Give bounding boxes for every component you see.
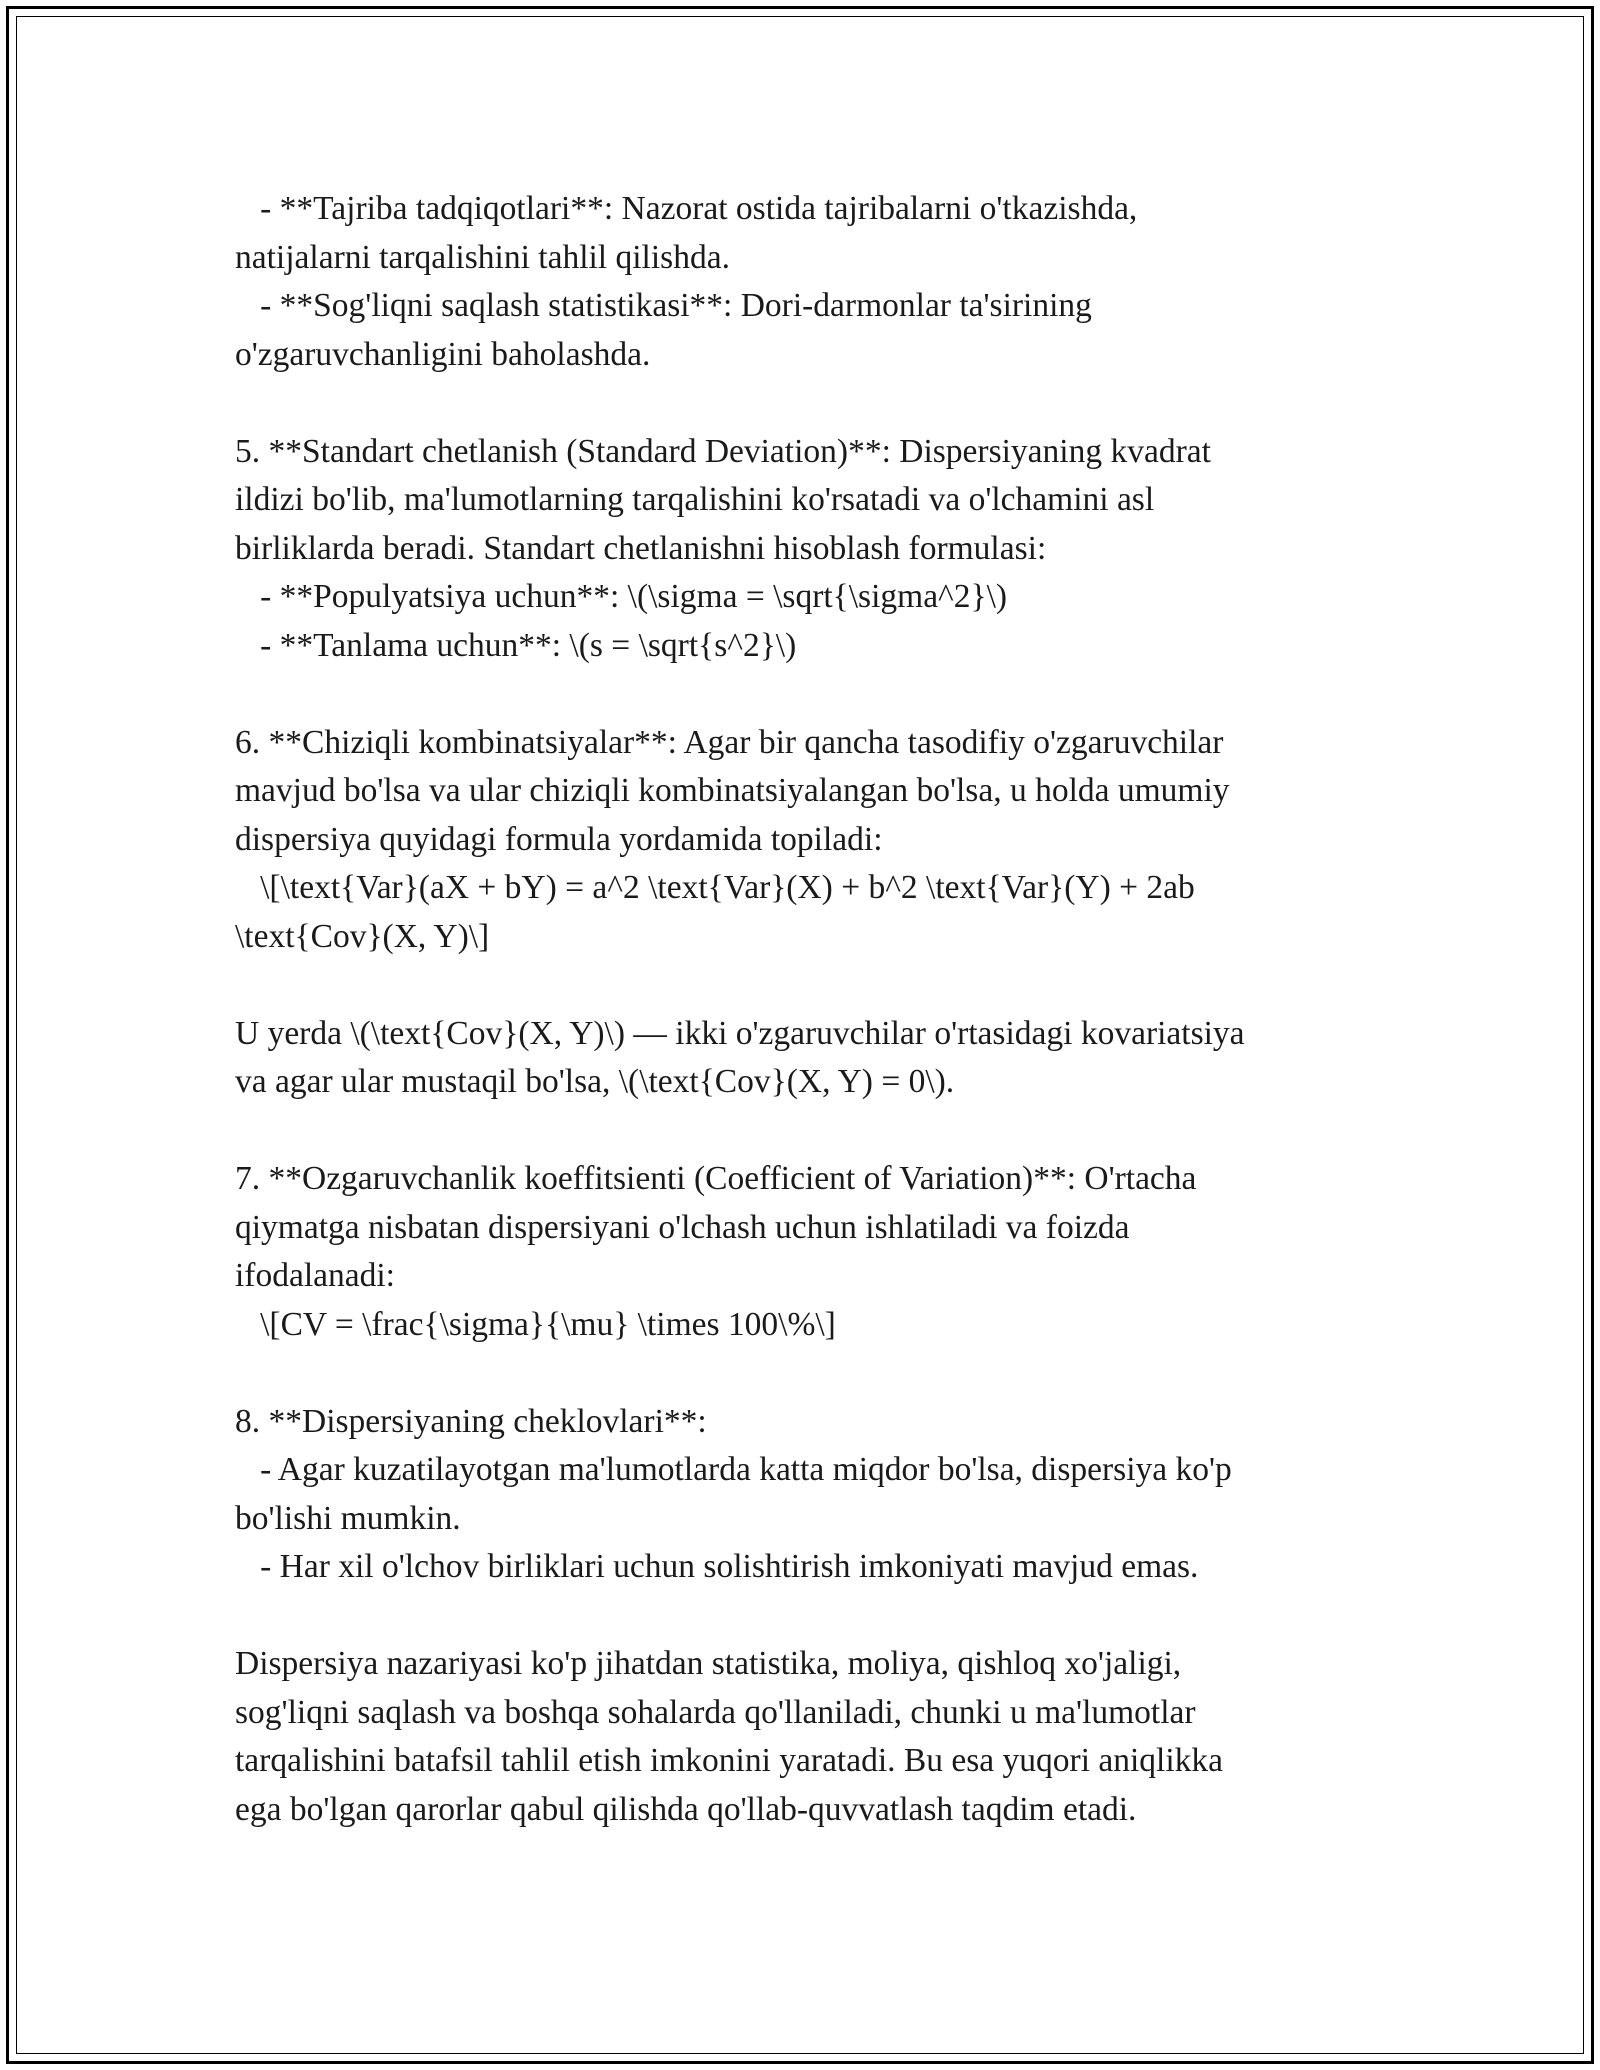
text-line: 6. **Chiziqli kombinatsiyalar**: Agar bir qancha tasodifiy o'zgaruvchilar bbox=[235, 723, 1224, 761]
text-line: U yerda \(\text{Cov}(X, Y)\) — ikki o'zgaruvchilar o'rtasidagi kovariatsiya bbox=[235, 1014, 1245, 1052]
text-line: - Har xil o'lchov birliklari uchun solishtirish imkoniyati mavjud emas. bbox=[235, 1548, 1199, 1585]
paragraph-gap bbox=[235, 961, 1365, 1010]
text-line: mavjud bo'lsa va ular chiziqli kombinatsiyalangan bo'lsa, u holda umumiy bbox=[235, 772, 1230, 809]
paragraph-gap bbox=[235, 670, 1365, 719]
text-line: ildizi bo'lib, ma'lumotlarning tarqalishini ko'rsatadi va o'lchamini asl bbox=[235, 481, 1155, 518]
text-line: \text{Cov}(X, Y)\] bbox=[235, 917, 490, 955]
text-line: ifodalanadi: bbox=[235, 1257, 395, 1294]
text-line: qiymatga nisbatan dispersiyani o'lchash uchun ishlatiladi va foizda bbox=[235, 1208, 1130, 1246]
text-line: - **Tanlama uchun**: \(s = \sqrt{s^2}\) bbox=[235, 626, 797, 664]
text-line: va agar ular mustaqil bo'lsa, \(\text{Cov}(X, Y) = 0\). bbox=[235, 1063, 955, 1100]
paragraph-gap bbox=[235, 1349, 1365, 1398]
text-line: 5. **Standart chetlanish (Standard Deviation)**: Dispersiyaning kvadrat bbox=[235, 432, 1211, 470]
text-line: - **Populyatsiya uchun**: \(\sigma = \sqrt{\sigma^2}\) bbox=[235, 578, 1008, 615]
document-body bbox=[235, 185, 1365, 1834]
text-line: sog'liqni saqlash va boshqa sohalarda qo'llaniladi, chunki u ma'lumotlar bbox=[235, 1693, 1196, 1731]
text-line: \[CV = \frac{\sigma}{\mu} \times 100\%\] bbox=[235, 1305, 836, 1343]
text-line: dispersiya quyidagi formula yordamida topiladi: bbox=[235, 820, 883, 858]
text-line: bo'lishi mumkin. bbox=[235, 1499, 461, 1537]
text-line: - Agar kuzatilayotgan ma'lumotlarda katta miqdor bo'lsa, dispersiya ko'p bbox=[235, 1451, 1232, 1488]
text-line: natijalarni tarqalishini tahlil qilishda. bbox=[235, 238, 730, 276]
text-line: 8. **Dispersiyaning cheklovlari**: bbox=[235, 1402, 707, 1440]
text-line: - **Tajriba tadqiqotlari**: Nazorat ostida tajribalarni o'tkazishda, bbox=[235, 190, 1138, 227]
text-line: Dispersiya nazariyasi ko'p jihatdan statistika, moliya, qishloq xo'jaligi, bbox=[235, 1645, 1182, 1682]
text-line: o'zgaruvchanligini baholashda. bbox=[235, 335, 651, 373]
text-line: - **Sog'liqni saqlash statistikasi**: Dori-darmonlar ta'sirining bbox=[235, 287, 1092, 324]
text-line: ega bo'lgan qarorlar qabul qilishda qo'llab-quvvatlash taqdim etadi. bbox=[235, 1790, 1137, 1828]
paragraph-gap bbox=[235, 379, 1365, 428]
text-line: 7. **Ozgaruvchanlik koeffitsienti (Coefficient of Variation)**: O'rtacha bbox=[235, 1160, 1197, 1197]
text-line: tarqalishini batafsil tahlil etish imkonini yaratadi. Bu esa yuqori aniqlikka bbox=[235, 1742, 1224, 1779]
text-line: \[\text{Var}(aX + bY) = a^2 \text{Var}(X) + b^2 \text{Var}(Y) + 2ab bbox=[235, 869, 1195, 906]
paragraph-gap bbox=[235, 1107, 1365, 1156]
paragraph-gap bbox=[235, 1592, 1365, 1641]
text-line: birliklarda beradi. Standart chetlanishni hisoblash formulasi: bbox=[235, 529, 1047, 567]
